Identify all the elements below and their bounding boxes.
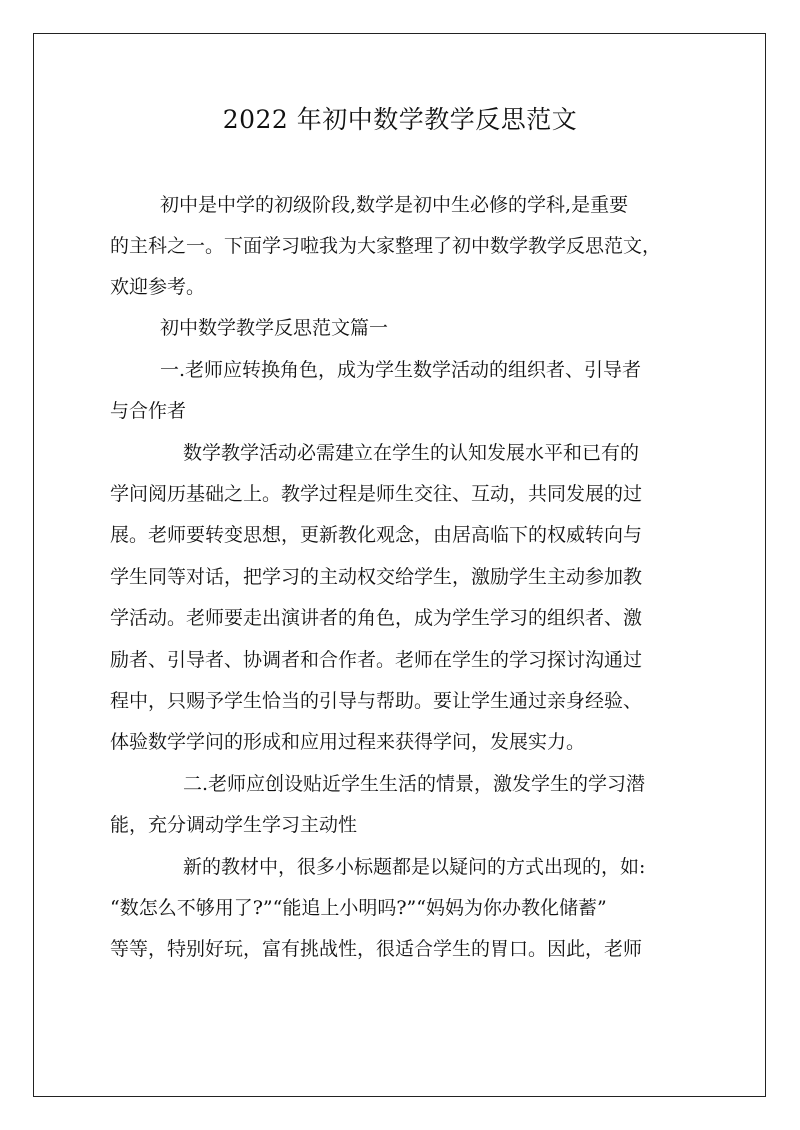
paragraph-line: 励者、引导者、协调者和合作者。老师在学生的学习探讨沟通过	[110, 649, 643, 671]
paragraph-line: 学生同等对话，把学习的主动权交给学生，激励学生主动参加教	[110, 566, 643, 588]
document-title: 2022 年初中数学教学反思范文	[222, 105, 578, 134]
paragraph-line: 等等，特别好玩，富有挑战性，很适合学生的胃口。因此，老师	[110, 938, 643, 960]
paragraph-line: 展。老师要转变思想，更新教化观念，由居高临下的权威转向与	[110, 524, 643, 546]
section-heading: 初中数学教学反思范文篇一	[160, 317, 389, 339]
paragraph-line: 学活动。老师要走出演讲者的角色，成为学生学习的组织者、激	[110, 607, 643, 629]
paragraph-line: 数学教学活动必需建立在学生的认知发展水平和已有的	[183, 442, 640, 464]
paragraph-line: 程中，只赐予学生恰当的引导与帮助。要让学生通过亲身经验、	[110, 690, 643, 712]
section-heading: 二.老师应创设贴近学生生活的情景，激发学生的学习潜	[183, 773, 646, 795]
paragraph-line: 体验数学学问的形成和应用过程来获得学问，发展实力。	[110, 731, 586, 753]
paragraph-line: 的主科之一。下面学习啦我为大家整理了初中数学教学反思范文，	[110, 235, 662, 257]
paragraph-line: 新的教材中，很多小标题都是以疑问的方式出现的，如:	[183, 856, 646, 878]
section-heading: 与合作者	[110, 400, 187, 422]
paragraph-line: 欢迎参考。	[110, 276, 206, 298]
paragraph-line: 初中是中学的初级阶段,数学是初中生必修的学科,是重要	[160, 194, 629, 216]
section-heading: 能，充分调动学生学习主动性	[110, 814, 358, 836]
paragraph-line: “数怎么不够用了?”“能追上小明吗?”“妈妈为你办教化储蓄”	[110, 897, 607, 919]
paragraph-line: 学问阅历基础之上。教学过程是师生交往、互动，共同发展的过	[110, 483, 643, 505]
section-heading: 一.老师应转换角色，成为学生数学活动的组织者、引导者	[160, 359, 642, 381]
